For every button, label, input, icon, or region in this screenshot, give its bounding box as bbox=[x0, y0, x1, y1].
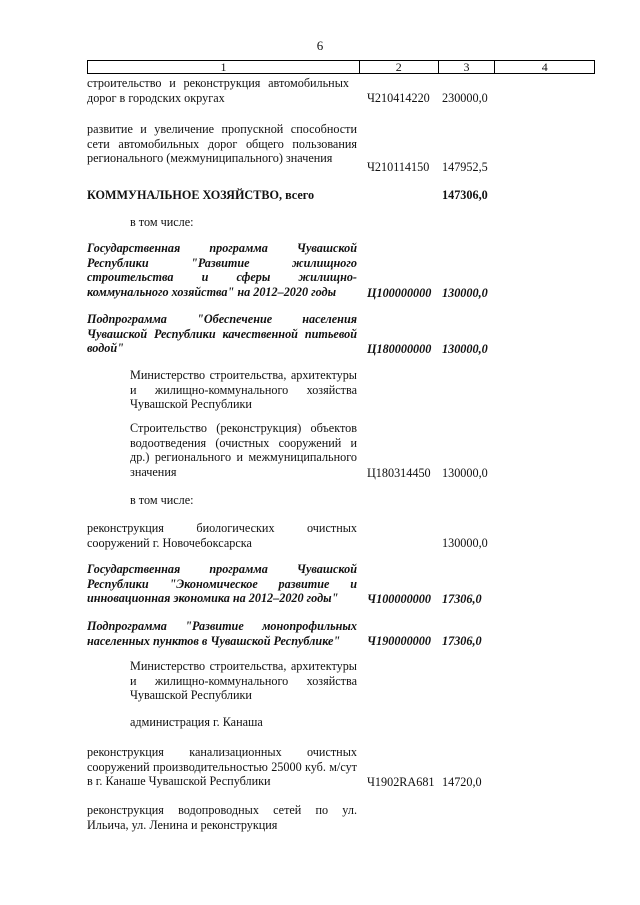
row-name: Государственная программа Чувашской Республики "Экономическое развитие и инновационная экономика на 2012–2020 годы" bbox=[87, 562, 357, 606]
column-header-3: 3 bbox=[439, 61, 496, 73]
row-amount: 130000,0 bbox=[442, 286, 488, 300]
row-name: Министерство строительства, архитектуры и жилищно-коммунального хозяйства Чувашской Республики bbox=[130, 659, 357, 703]
row-name: КОММУНАЛЬНОЕ ХОЗЯЙСТВО, всего bbox=[87, 188, 315, 202]
row-amount: 230000,0 bbox=[442, 91, 488, 105]
row-name: в том числе: bbox=[130, 493, 194, 507]
table-header bbox=[87, 60, 595, 74]
row-code: Ч210114150 bbox=[367, 160, 430, 174]
row-code: Ч1902RA681 bbox=[367, 775, 435, 789]
row-amount: 14720,0 bbox=[442, 775, 482, 789]
column-header-4: 4 bbox=[541, 60, 548, 74]
row-amount: 147306,0 bbox=[442, 188, 488, 202]
row-name: реконструкция канализационных очистных сооружений производительностью 25000 куб. м/сут в г. Канаше Чувашской Республики bbox=[87, 745, 357, 789]
row-code: Ч210414220 bbox=[367, 91, 430, 105]
row-name: администрация г. Канаша bbox=[130, 715, 263, 729]
row-name: Государственная программа Чувашской Республики "Развитие жилищного строительства и сферы жилищно-коммунального хозяйства" на 2012–2020 годы bbox=[87, 241, 357, 299]
row-amount: 17306,0 bbox=[442, 592, 482, 606]
row-amount: 147952,5 bbox=[442, 160, 488, 174]
row-code: Ц100000000 bbox=[367, 286, 432, 300]
row-name: Подпрограмма "Обеспечение населения Чувашской Республики качественной питьевой водой" bbox=[87, 312, 357, 356]
row-code: Ц180000000 bbox=[367, 342, 432, 356]
row-name: реконструкция биологических очистных сооружений г. Новочебоксарска bbox=[87, 521, 357, 550]
row-name: Министерство строительства, архитектуры и жилищно-коммунального хозяйства Чувашской Республики bbox=[130, 368, 357, 412]
row-name: Подпрограмма "Развитие монопрофильных населенных пунктов в Чувашской Республике" bbox=[87, 619, 357, 648]
row-code: Ч190000000 bbox=[367, 634, 431, 648]
row-name: в том числе: bbox=[130, 215, 194, 229]
column-header-2: 2 bbox=[360, 61, 439, 73]
row-amount: 130000,0 bbox=[442, 466, 488, 480]
page-number: 6 bbox=[316, 38, 324, 53]
row-name: строительство и реконструкция автомобильных дорог в городских округах bbox=[87, 76, 349, 105]
row-amount: 130000,0 bbox=[442, 536, 488, 550]
row-name: реконструкция водопроводных сетей по ул. Ильича, ул. Ленина и реконструкция bbox=[87, 803, 357, 832]
row-amount: 130000,0 bbox=[442, 342, 488, 356]
row-code: Ц180314450 bbox=[367, 466, 431, 480]
row-code: Ч100000000 bbox=[367, 592, 431, 606]
row-amount: 17306,0 bbox=[442, 634, 482, 648]
row-name: развитие и увеличение пропускной способности сети автомобильных дорог общего пользования регионального (межмуниципального) значения bbox=[87, 122, 357, 166]
column-header-1: 1 bbox=[88, 61, 360, 73]
row-name: Строительство (реконструкция) объектов водоотведения (очистных сооружений и др.) регионального и межмуниципального значения bbox=[130, 421, 357, 479]
